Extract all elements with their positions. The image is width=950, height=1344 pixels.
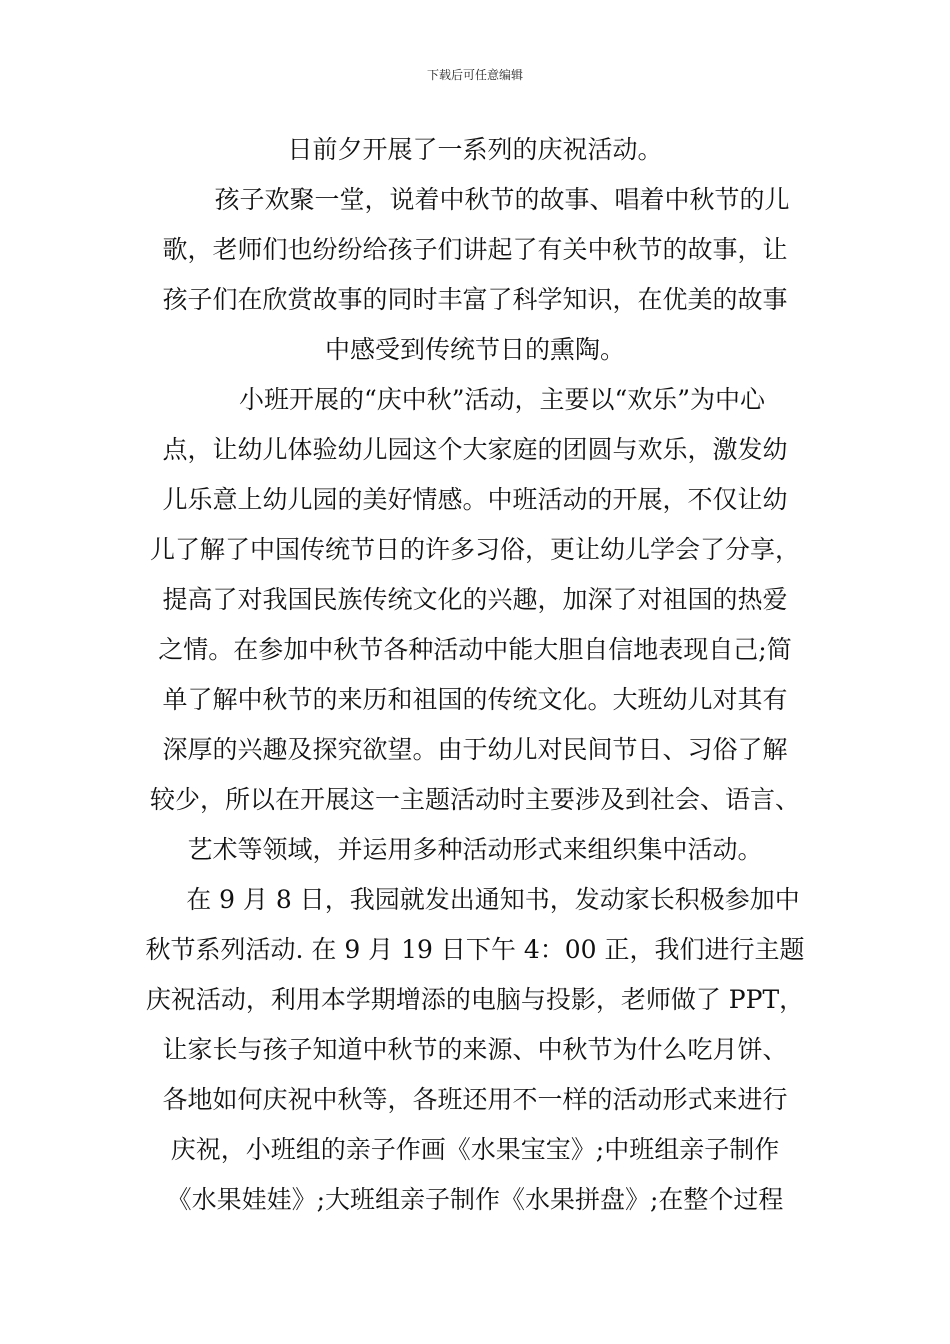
text-line: 艺术等领域，并运用多种活动形式来组织集中活动。: [187, 835, 763, 864]
text-line: 歌，老师们也纷纷给孩子们讲起了有关中秋节的故事，让: [162, 235, 788, 264]
text-line: 秋节系列活动. 在 9 月 19 日下午 4：00 正，我们进行主题: [145, 935, 805, 964]
text-line: 在 9 月 8 日，我园就发出通知书，发动家长积极参加中: [186, 885, 800, 914]
text-line: 小班开展的“庆中秋”活动，主要以“欢乐”为中心: [238, 385, 766, 414]
text-line: 日前夕开展了一系列的庆祝活动。: [287, 135, 663, 164]
text-line: 让家长与孩子知道中秋节的来源、中秋节为什么吃月饼、: [162, 1035, 788, 1064]
text-line: 庆祝，小班组的亲子作画《水果宝宝》;中班组亲子制作: [170, 1135, 780, 1164]
text-line: 儿乐意上幼儿园的美好情感。中班活动的开展，不仅让幼: [162, 485, 788, 514]
text-line: 深厚的兴趣及探究欲望。由于幼儿对民间节日、习俗了解: [162, 735, 788, 764]
text-line: 庆祝活动，利用本学期增添的电脑与投影，老师做了 PPT，: [145, 985, 805, 1014]
page-header: 下载后可任意编辑: [426, 68, 523, 82]
text-line: 中感受到传统节日的熏陶。: [324, 335, 625, 364]
text-line: 《水果娃娃》;大班组亲子制作《水果拼盘》;在整个过程: [166, 1185, 784, 1214]
text-line: 提高了对我国民族传统文化的兴趣，加深了对祖国的热爱: [162, 585, 788, 614]
text-line: 孩子欢聚一堂，说着中秋节的故事、唱着中秋节的儿: [214, 185, 790, 214]
text-line: 儿了解了中国传统节日的许多习俗，更让幼儿学会了分享，: [149, 535, 800, 564]
text-line: 点，让幼儿体验幼儿园这个大家庭的团圆与欢乐，激发幼: [162, 435, 788, 464]
text-line: 单了解中秋节的来历和祖国的传统文化。大班幼儿对其有: [162, 685, 788, 714]
text-line: 之情。在参加中秋节各种活动中能大胆自信地表现自己;简: [158, 635, 792, 664]
text-line: 较少，所以在开展这一主题活动时主要涉及到社会、语言、: [149, 785, 800, 814]
text-line: 孩子们在欣赏故事的同时丰富了科学知识，在优美的故事: [162, 285, 788, 314]
text-line: 各地如何庆祝中秋等，各班还用不一样的活动形式来进行: [162, 1085, 788, 1114]
